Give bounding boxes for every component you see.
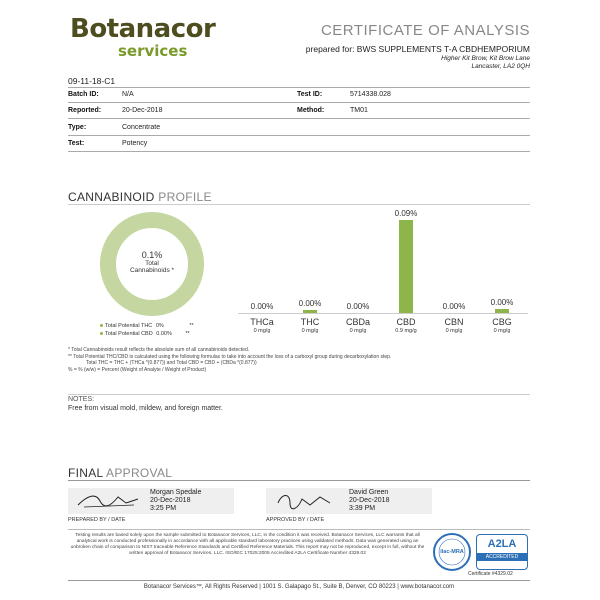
divider	[68, 480, 530, 481]
category-unit: 0.9 mg/g	[395, 328, 417, 334]
category-unit: 0 mg/g	[253, 328, 271, 334]
bar-value-label: 0.00%	[490, 297, 514, 307]
batch-value: N/A	[122, 91, 134, 98]
client-address-line2: Lancaster, LA2 0QH	[471, 63, 530, 70]
footer-text: Botanacor Services™, All Rights Reserved | 1001 S. Galapago St., Suite B, Denver, CO 80223 | www.botanacor.com	[143, 584, 455, 590]
prepared-by-info	[150, 489, 201, 513]
bar-cbg	[495, 309, 509, 313]
footnote: * Total Cannabinoids result reflects the absolute sum of all cannabinoids detected.	[68, 347, 250, 353]
category-unit: 0 mg/g	[445, 328, 463, 334]
method-label: Method:	[297, 107, 325, 114]
category-unit: 0 mg/g	[301, 328, 319, 334]
method-value: TM01	[350, 107, 368, 114]
prepared-time: 3:25 PM	[150, 505, 177, 512]
footnote: Total THC = THC + (THCa *(0.877)) and Total CBD = CBD + (CBDa *(0.877))	[86, 360, 257, 366]
category-label: THCa	[250, 317, 274, 327]
category-label: CBD	[396, 317, 416, 327]
legend-dot	[100, 332, 103, 335]
approval-section-title: FINAL APPROVAL	[68, 466, 173, 480]
category-label: CBN	[444, 317, 464, 327]
donut-label-2: Cannabinoids *	[129, 267, 175, 274]
category-label: CBDa	[345, 317, 370, 327]
approved-name: David Green	[349, 489, 389, 496]
a2la-badge	[476, 534, 528, 570]
batch-label: Batch ID:	[68, 91, 99, 98]
bar-value-label: 0.00%	[298, 298, 322, 308]
divider	[68, 102, 530, 103]
prepared-signature	[74, 489, 144, 513]
prepared-date: 20-Dec-2018	[150, 497, 191, 504]
prepared-for: prepared for: BWS SUPPLEMENTS T-A CBDHEMPORIUM	[305, 44, 530, 54]
prepared-name: Morgan Spedale	[150, 489, 202, 496]
notes-label: NOTES:	[68, 396, 95, 403]
divider	[68, 87, 530, 88]
approved-signature	[272, 489, 342, 513]
category-label: THC	[300, 317, 320, 327]
divider	[68, 580, 530, 581]
divider	[68, 135, 530, 136]
certificate-number: Certificate #4329.02	[468, 571, 513, 577]
bar-value-label: 0.00%	[346, 302, 370, 311]
approved-caption: APPROVED BY / DATE	[266, 517, 325, 523]
chart-baseline	[238, 313, 528, 314]
footnote: % = % (w/w) = Percent (Weight of Analyte / Weight of Product)	[68, 366, 207, 373]
test-id-label: Test ID:	[297, 91, 323, 98]
donut-label-1: Total	[145, 260, 159, 267]
reported-label: Reported:	[68, 107, 102, 114]
footnote: ** Total Potential THC/CBD is calculated using the following formulas to take into account the loss of a carboxyl group during decarboxylation step.	[68, 353, 392, 360]
notes-text: Free from visual mold, mildew, and foreign matter.	[68, 405, 223, 412]
test-label: Test:	[68, 140, 85, 147]
accredited-text: ACCREDITED	[477, 553, 527, 561]
reported-value: 20-Dec-2018	[122, 107, 163, 114]
prepared-caption: PREPARED BY / DATE	[68, 517, 126, 523]
bar-value-label: 0.00%	[442, 302, 466, 311]
category-unit: 0 mg/g	[493, 328, 511, 334]
divider	[68, 151, 530, 152]
type-value: Concentrate	[122, 124, 161, 131]
bar-value-label: 0.09%	[394, 209, 418, 218]
cannabinoid-footnotes	[68, 347, 528, 373]
divider	[68, 529, 530, 530]
bar-value-label: 0.00%	[250, 302, 274, 311]
legend-total-cbd: Total Potential CBD 0.00% **	[100, 331, 190, 337]
legend-total-thc: Total Potential THC 0% **	[100, 323, 194, 329]
category-label: CBG	[492, 317, 512, 327]
approved-by-info	[349, 489, 389, 513]
test-value: Potency	[122, 140, 148, 147]
cannabinoid-bar-chart	[238, 205, 528, 340]
disclaimer-text: Testing results are based solely upon the sample submitted to Botanacor Services, LLC, in the condition it was received. Botanacor Services, LLC warrants that all analytical work is conducted professionally in accordance with all applicable standard laboratory practices using validated methods. Data was generated using an unbroken chain of comparison to NIST traceable Reference Standards and Certified Reference Materials. This report may not be reproduced, except in full, without the written approval of Botanacor Services, LLC. ISO/IEC 17025:2005 Accredited A2LA Certificate Number 4329.02	[70, 533, 425, 556]
bar-thc	[303, 310, 317, 313]
bar-cbd	[399, 220, 413, 313]
document-title: CERTIFICATE OF ANALYSIS	[320, 22, 530, 39]
divider	[68, 118, 530, 119]
company-logo: Botanacor	[70, 14, 216, 44]
donut-center-label	[96, 250, 208, 274]
a2la-text: A2LA	[487, 538, 517, 550]
type-label: Type:	[68, 124, 87, 131]
company-logo-sub: services	[118, 42, 188, 60]
divider	[68, 394, 530, 395]
legend-dot	[100, 324, 103, 327]
cannabinoid-section-title: CANNABINOID PROFILE	[68, 190, 212, 204]
approved-time: 3:39 PM	[349, 505, 376, 512]
test-id-value: 5714338.028	[350, 91, 391, 98]
ilac-mra-text: ilac-MRA	[440, 549, 464, 555]
category-unit: 0 mg/g	[349, 328, 367, 334]
approved-date: 20-Dec-2018	[349, 497, 390, 504]
donut-value: 0.1%	[141, 250, 163, 260]
batch-code: 09-11-18-C1	[68, 76, 116, 86]
client-address-line1: Higher Kit Brow, Kit Brow Lane	[441, 55, 530, 62]
